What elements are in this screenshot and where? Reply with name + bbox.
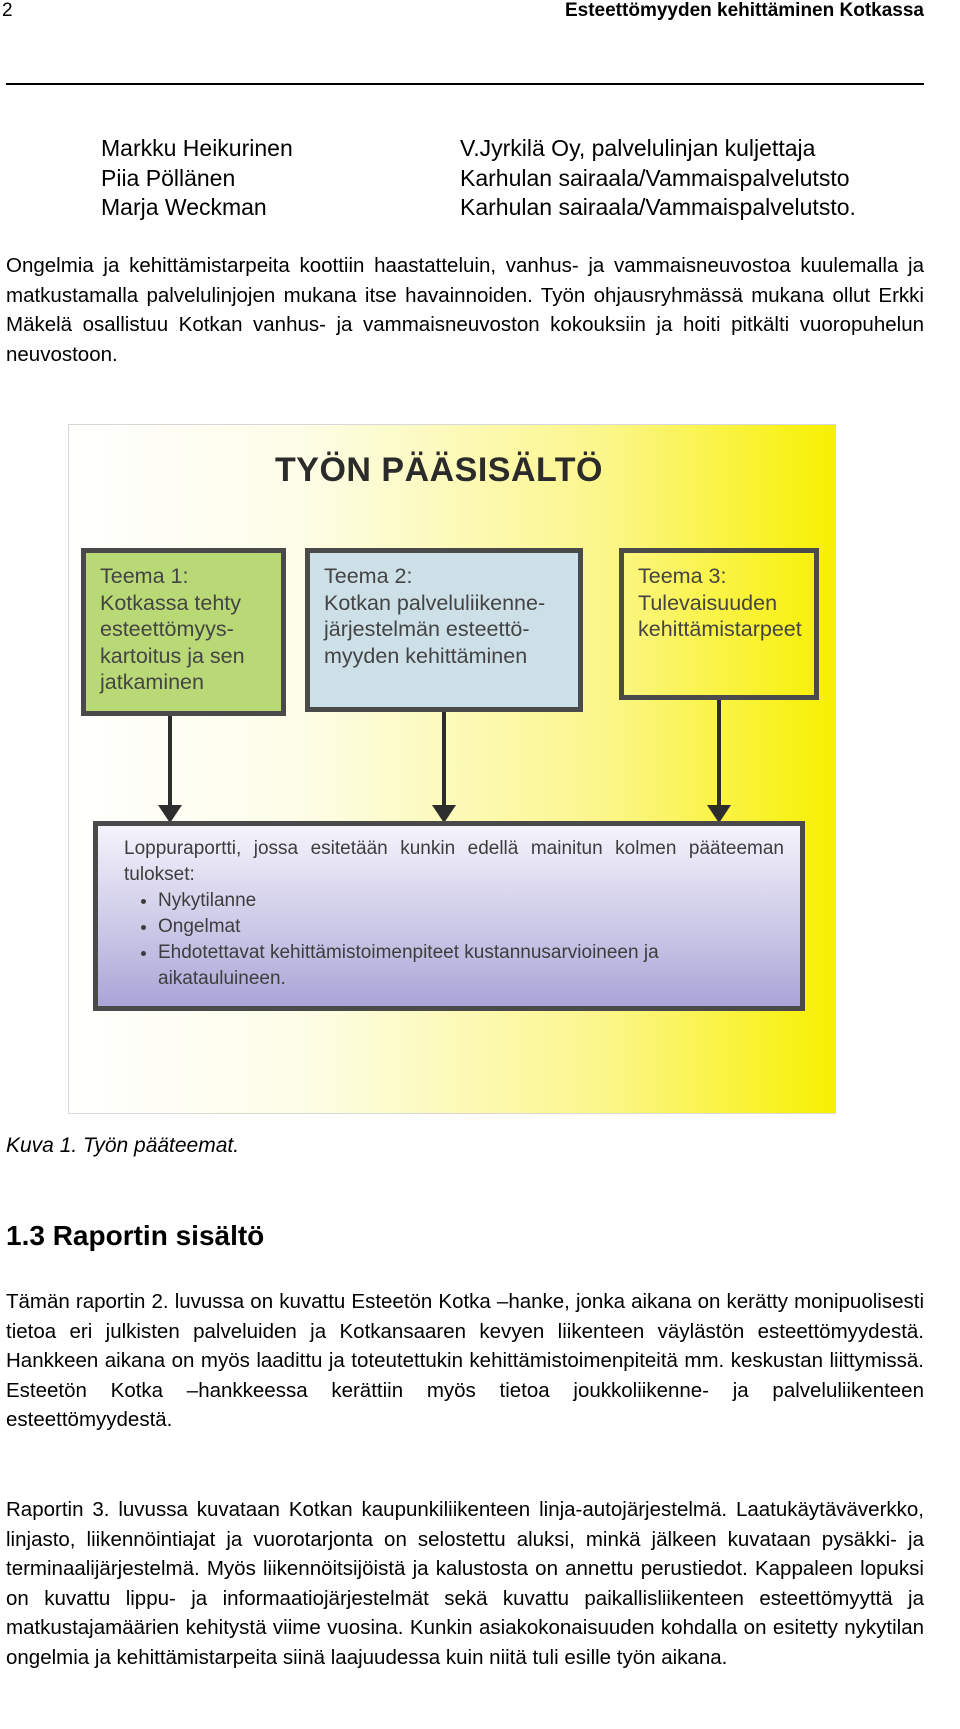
theme-2-line: järjestelmän esteettö- xyxy=(324,617,530,641)
running-title: Esteettömyyden kehittäminen Kotkassa xyxy=(564,0,924,21)
final-report-item: • Nykytilanne xyxy=(158,888,784,914)
theme-1-line: Kotkassa tehty xyxy=(100,590,242,615)
theme-3-line: Tulevaisuuden xyxy=(638,590,778,615)
final-report-list xyxy=(124,888,784,992)
theme-1-line: esteettömyys- xyxy=(100,617,234,641)
theme-1-line: kartoitus ja sen xyxy=(100,643,245,668)
section-heading: 1.3 Raportin sisältö xyxy=(6,1220,265,1251)
theme-3-line: kehittämistarpeet xyxy=(638,617,802,641)
contributor-role: Karhulan sairaala/Vammaispalvelutsto xyxy=(460,164,850,191)
contributor-row xyxy=(0,134,960,164)
final-report-box xyxy=(93,821,805,1011)
flow-arrows xyxy=(69,425,837,1115)
contributor-role: V.Jyrkilä Oy, palvelulinjan kuljettaja xyxy=(460,135,816,161)
theme-2-line: Kotkan palveluliikenne- xyxy=(324,590,546,615)
figure-caption: Kuva 1. Työn pääteemat. xyxy=(6,1134,240,1157)
contributors-list xyxy=(0,134,960,223)
theme-3-line: Teema 3: xyxy=(638,564,727,588)
contributor-row xyxy=(0,164,960,194)
contributor-name: Markku Heikurinen xyxy=(101,135,293,161)
figure-title: TYÖN PÄÄSISÄLTÖ xyxy=(275,451,603,489)
main-themes-figure xyxy=(68,424,836,1114)
theme-1-line: jatkaminen xyxy=(100,670,204,694)
page-header xyxy=(0,0,960,30)
contributor-row xyxy=(0,193,960,223)
contributor-name: Piia Pöllänen xyxy=(101,164,236,191)
page-number: 2 xyxy=(2,0,13,21)
final-report-item: • Ehdotettavat kehittämistoimenpiteet kustannusarvioineen ja aikatauluineen. xyxy=(158,940,784,992)
contributor-role: Karhulan sairaala/Vammaispalvelutsto. xyxy=(460,194,856,220)
body-paragraph-2: Tämän raportin 2. luvussa on kuvattu Esteetön Kotka –hanke, jonka aikana on kerätty monipuolisesti tietoa eri julkisten palveluiden ja Kotkansaaren kevyen liikenteen väylästön esteettömyydestä. Hankkeen aikana on myös laadittu ja toteutettukin kehittämistoimenpiteitä mm. keskustan liittymissä. Esteetön Kotka –hankkeessa kerättiin myös tietoa joukkoliikenne- ja palveluliikenteen esteettömyydestä. xyxy=(6,1290,924,1431)
theme-1-line: Teema 1: xyxy=(100,564,189,588)
final-report-intro: Loppuraportti, jossa esitetään kunkin edellä mainitun kolmen pääteeman tulokset: xyxy=(124,838,784,885)
final-report-item: • Ongelmat xyxy=(158,914,784,940)
header-rule xyxy=(6,83,924,85)
theme-2-line: myyden kehittäminen xyxy=(324,643,528,668)
intro-paragraph: Ongelmia ja kehittämistarpeita koottiin haastatteluin, vanhus- ja vammaisneuvostoa kuulemalla ja matkustamalla palvelulinjojen mukana itse havainnoiden. Työn ohjausryhmässä mukana ollut Erkki Mäkelä osallistuu Kotkan vanhus- ja vammaisneuvoston kokouksiin ja hoiti pitkälti vuoropuhelun neuvostoon. xyxy=(6,254,924,366)
body-paragraph-3: Raportin 3. luvussa kuvataan Kotkan kaupunkiliikenteen linja-autojärjestelmä. Laatukäytäväverkko, linjasto, liikennöintiajat ja vuorotarjonta on selostettu aluksi, minkä jälkeen kuvataan pysäkki- ja terminaalijärjestelmä. Myös liikennöitsijöistä ja kalustosta on annettu perustiedot. Kappaleen lopuksi on kuvattu lippu- ja informaatiojärjestelmät sekä kuvattu paikallisliikenteen esteettömyyttä ja matkustajamäärien kehitystä viime vuosina. Kunkin asiakokonaisuuden kohdalla on esitetty nykytilan ongelmia ja kehittämistarpeita siinä laajuudessa kuin niitä tuli esille työn aikana. xyxy=(6,1498,924,1669)
contributor-name: Marja Weckman xyxy=(101,194,267,220)
theme-2-line: Teema 2: xyxy=(324,564,413,588)
